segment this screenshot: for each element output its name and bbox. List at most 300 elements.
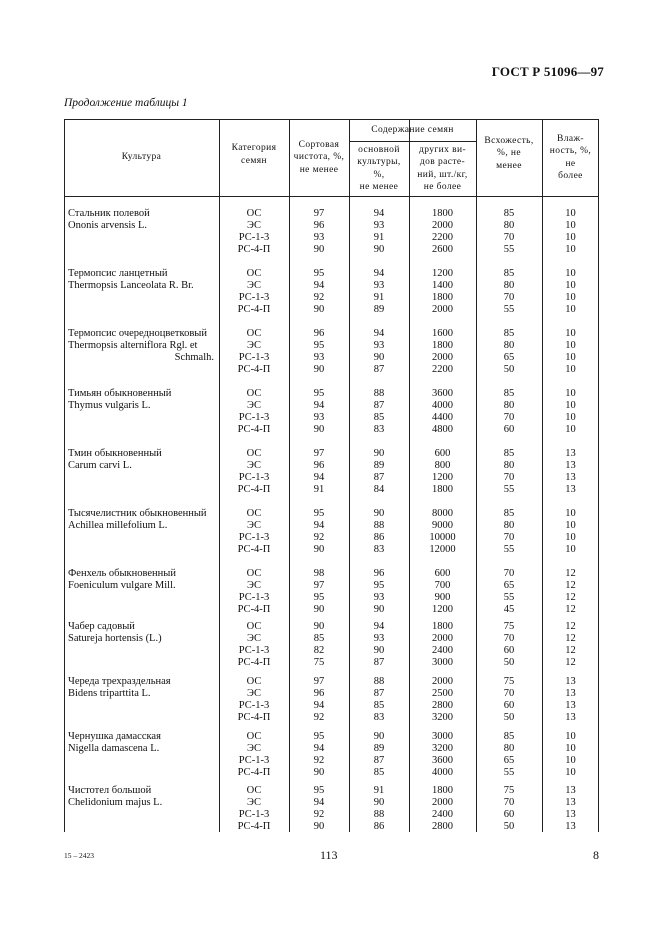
purity-cell: 94 xyxy=(313,520,325,531)
moisture-cell: 12 xyxy=(565,604,576,615)
moisture-cell: 10 xyxy=(565,400,576,411)
culture-name: Термопсис очередноцветковый xyxy=(68,328,207,339)
main-crop-cell: 93 xyxy=(373,280,385,291)
culture-latin-name: Ononis arvensis L. xyxy=(68,220,148,231)
table-row xyxy=(64,472,599,484)
main-crop-cell: 94 xyxy=(373,268,385,279)
purity-cell: 93 xyxy=(313,352,325,363)
moisture-cell: 12 xyxy=(565,621,576,632)
main-crop-cell: 93 xyxy=(373,340,385,351)
purity-cell: 95 xyxy=(313,268,325,279)
purity-cell: 91 xyxy=(313,484,325,495)
other-species-cell: 800 xyxy=(434,460,451,471)
moisture-cell: 10 xyxy=(565,232,576,243)
main-crop-cell: 83 xyxy=(373,424,385,435)
main-crop-cell: 91 xyxy=(373,232,385,243)
category-cell: РС-1-3 xyxy=(238,412,270,423)
other-species-cell: 2000 xyxy=(432,676,453,687)
category-cell: ОС xyxy=(246,448,262,459)
other-species-cell: 2000 xyxy=(432,352,453,363)
category-cell: ЭС xyxy=(247,460,261,471)
germination-cell: 65 xyxy=(503,580,515,591)
header-culture: Культура xyxy=(121,152,162,163)
header-moisture: Влаж- ность, %, не более xyxy=(549,133,592,181)
category-cell: РС-1-3 xyxy=(238,592,270,603)
culture-name: Чистотел большой xyxy=(68,785,152,796)
moisture-cell: 13 xyxy=(565,785,576,796)
table-row xyxy=(64,755,599,767)
main-crop-cell: 90 xyxy=(373,508,385,519)
table-row xyxy=(64,809,599,821)
purity-cell: 93 xyxy=(313,232,325,243)
other-species-cell: 4800 xyxy=(432,424,453,435)
germination-cell: 70 xyxy=(503,688,515,699)
table-row xyxy=(64,328,599,340)
germination-cell: 65 xyxy=(503,755,515,766)
purity-cell: 96 xyxy=(313,328,325,339)
germination-cell: 85 xyxy=(503,268,515,279)
table-row xyxy=(64,592,599,604)
category-cell: РС-4-П xyxy=(237,821,271,832)
other-species-cell: 2000 xyxy=(432,304,453,315)
header-bottom-rule xyxy=(64,196,599,197)
germination-cell: 80 xyxy=(503,340,515,351)
footer-sheet-number: 8 xyxy=(593,848,599,862)
other-species-cell: 2000 xyxy=(432,633,453,644)
germination-cell: 60 xyxy=(503,645,515,656)
category-cell: ЭС xyxy=(247,688,261,699)
germination-cell: 85 xyxy=(503,388,515,399)
document-code: ГОСТ Р 51096—97 xyxy=(491,64,604,79)
other-species-cell: 1600 xyxy=(432,328,453,339)
moisture-cell: 10 xyxy=(565,424,576,435)
culture-latin-name: Nigella damascena L. xyxy=(68,743,160,754)
germination-cell: 85 xyxy=(503,328,515,339)
purity-cell: 97 xyxy=(313,208,325,219)
table-row xyxy=(64,785,599,797)
main-crop-cell: 84 xyxy=(373,484,385,495)
category-cell: РС-1-3 xyxy=(238,352,270,363)
culture-name: Тмин обыкновенный xyxy=(68,448,162,459)
page-number: 113 xyxy=(320,848,338,862)
moisture-cell: 12 xyxy=(565,568,576,579)
purity-cell: 90 xyxy=(313,364,325,375)
table-row xyxy=(64,304,599,316)
main-crop-cell: 93 xyxy=(373,633,385,644)
moisture-cell: 12 xyxy=(565,580,576,591)
main-crop-cell: 83 xyxy=(373,544,385,555)
purity-cell: 92 xyxy=(313,809,325,820)
moisture-cell: 13 xyxy=(565,712,576,723)
moisture-cell: 13 xyxy=(565,484,576,495)
moisture-cell: 10 xyxy=(565,208,576,219)
other-species-cell: 1200 xyxy=(432,268,453,279)
category-cell: РС-4-П xyxy=(237,767,271,778)
purity-cell: 92 xyxy=(313,292,325,303)
main-crop-cell: 95 xyxy=(373,580,385,591)
main-crop-cell: 91 xyxy=(373,785,385,796)
purity-cell: 93 xyxy=(313,412,325,423)
table-row xyxy=(64,268,599,280)
main-crop-cell: 87 xyxy=(373,688,385,699)
moisture-cell: 13 xyxy=(565,797,576,808)
moisture-cell: 13 xyxy=(565,676,576,687)
other-species-cell: 1400 xyxy=(432,280,453,291)
category-cell: РС-1-3 xyxy=(238,532,270,543)
purity-cell: 95 xyxy=(313,731,325,742)
other-species-cell: 2600 xyxy=(432,244,453,255)
main-crop-cell: 90 xyxy=(373,604,385,615)
moisture-cell: 10 xyxy=(565,731,576,742)
table-row xyxy=(64,580,599,592)
culture-latin-name: Bidens triparttita L. xyxy=(68,688,151,699)
purity-cell: 94 xyxy=(313,400,325,411)
table-row xyxy=(64,676,599,688)
other-species-cell: 4400 xyxy=(432,412,453,423)
table-continuation-label: Продолжение таблицы 1 xyxy=(64,97,188,109)
other-species-cell: 2800 xyxy=(432,700,453,711)
category-cell: ЭС xyxy=(247,580,261,591)
purity-cell: 95 xyxy=(313,592,325,603)
table-row xyxy=(64,544,599,556)
other-species-cell: 10000 xyxy=(429,532,456,543)
other-species-cell: 1800 xyxy=(432,340,453,351)
culture-name: Термопсис ланцетный xyxy=(68,268,168,279)
other-species-cell: 900 xyxy=(434,592,451,603)
purity-cell: 92 xyxy=(313,532,325,543)
purity-cell: 94 xyxy=(313,700,325,711)
moisture-cell: 10 xyxy=(565,755,576,766)
other-species-cell: 2500 xyxy=(432,688,453,699)
footer-print-code: 15 – 2423 xyxy=(64,851,94,860)
culture-name: Чернушка дамасская xyxy=(68,731,161,742)
other-species-cell: 700 xyxy=(434,580,451,591)
germination-cell: 85 xyxy=(503,731,515,742)
culture-latin-name: Schmalh. xyxy=(174,352,214,363)
germination-cell: 50 xyxy=(503,364,515,375)
germination-cell: 55 xyxy=(503,592,515,603)
table-row xyxy=(64,821,599,833)
table-row xyxy=(64,568,599,580)
main-crop-cell: 96 xyxy=(373,568,385,579)
table-row xyxy=(64,412,599,424)
purity-cell: 90 xyxy=(313,544,325,555)
table-row xyxy=(64,767,599,779)
main-crop-cell: 90 xyxy=(373,244,385,255)
culture-latin-name: Thymus vulgaris L. xyxy=(68,400,151,411)
table-row xyxy=(64,280,599,292)
category-cell: ЭС xyxy=(247,633,261,644)
category-cell: РС-1-3 xyxy=(238,292,270,303)
purity-cell: 85 xyxy=(313,633,325,644)
table-row xyxy=(64,220,599,232)
other-species-cell: 2000 xyxy=(432,220,453,231)
category-cell: РС-4-П xyxy=(237,604,271,615)
germination-cell: 50 xyxy=(503,821,515,832)
category-cell: РС-4-П xyxy=(237,712,271,723)
category-cell: РС-1-3 xyxy=(238,809,270,820)
germination-cell: 70 xyxy=(503,797,515,808)
other-species-cell: 3600 xyxy=(432,755,453,766)
germination-cell: 80 xyxy=(503,400,515,411)
germination-cell: 80 xyxy=(503,520,515,531)
table-row xyxy=(64,604,599,616)
germination-cell: 45 xyxy=(503,604,515,615)
other-species-cell: 2200 xyxy=(432,364,453,375)
germination-cell: 70 xyxy=(503,232,515,243)
header-other-species: других ви- дов расте- ний, шт./кг, не более xyxy=(417,144,468,192)
other-species-cell: 600 xyxy=(434,448,451,459)
moisture-cell: 10 xyxy=(565,767,576,778)
category-cell: РС-1-3 xyxy=(238,755,270,766)
germination-cell: 70 xyxy=(503,412,515,423)
other-species-cell: 2800 xyxy=(432,821,453,832)
other-species-cell: 3000 xyxy=(432,731,453,742)
germination-cell: 75 xyxy=(503,785,515,796)
moisture-cell: 10 xyxy=(565,544,576,555)
moisture-cell: 10 xyxy=(565,520,576,531)
main-crop-cell: 85 xyxy=(373,700,385,711)
purity-cell: 92 xyxy=(313,755,325,766)
category-cell: РС-4-П xyxy=(237,657,271,668)
purity-cell: 95 xyxy=(313,388,325,399)
header-main-crop: основной культуры, %, не менее xyxy=(357,144,401,192)
category-cell: ОС xyxy=(246,268,262,279)
main-crop-cell: 90 xyxy=(373,645,385,656)
category-cell: ЭС xyxy=(247,743,261,754)
moisture-cell: 12 xyxy=(565,657,576,668)
purity-cell: 75 xyxy=(313,657,325,668)
main-crop-cell: 88 xyxy=(373,809,385,820)
moisture-cell: 13 xyxy=(565,821,576,832)
table-row xyxy=(64,244,599,256)
category-cell: РС-1-3 xyxy=(238,645,270,656)
germination-cell: 60 xyxy=(503,424,515,435)
moisture-cell: 13 xyxy=(565,700,576,711)
category-cell: ОС xyxy=(246,621,262,632)
purity-cell: 96 xyxy=(313,688,325,699)
main-crop-cell: 87 xyxy=(373,364,385,375)
table-row xyxy=(64,731,599,743)
main-crop-cell: 83 xyxy=(373,712,385,723)
main-crop-cell: 88 xyxy=(373,676,385,687)
other-species-cell: 1800 xyxy=(432,621,453,632)
table-row xyxy=(64,508,599,520)
germination-cell: 55 xyxy=(503,484,515,495)
germination-cell: 75 xyxy=(503,621,515,632)
other-species-cell: 8000 xyxy=(432,508,453,519)
other-species-cell: 3600 xyxy=(432,388,453,399)
moisture-cell: 10 xyxy=(565,352,576,363)
other-species-cell: 2200 xyxy=(432,232,453,243)
moisture-cell: 10 xyxy=(565,743,576,754)
germination-cell: 80 xyxy=(503,280,515,291)
germination-cell: 70 xyxy=(503,292,515,303)
other-species-cell: 1800 xyxy=(432,484,453,495)
culture-latin-name: Foeniculum vulgare Mill. xyxy=(68,580,176,591)
other-species-cell: 1200 xyxy=(432,472,453,483)
purity-cell: 94 xyxy=(313,472,325,483)
moisture-cell: 10 xyxy=(565,388,576,399)
category-cell: ОС xyxy=(246,785,262,796)
main-crop-cell: 87 xyxy=(373,472,385,483)
table-row xyxy=(64,657,599,669)
moisture-cell: 10 xyxy=(565,412,576,423)
germination-cell: 60 xyxy=(503,700,515,711)
culture-latin-name: Thermopsis Lanceolata R. Br. xyxy=(68,280,194,291)
purity-cell: 92 xyxy=(313,712,325,723)
category-cell: РС-4-П xyxy=(237,484,271,495)
germination-cell: 50 xyxy=(503,657,515,668)
germination-cell: 55 xyxy=(503,244,515,255)
table-row xyxy=(64,743,599,755)
moisture-cell: 10 xyxy=(565,244,576,255)
moisture-cell: 10 xyxy=(565,328,576,339)
other-species-cell: 2000 xyxy=(432,797,453,808)
table-row xyxy=(64,645,599,657)
table-row xyxy=(64,460,599,472)
other-species-cell: 2400 xyxy=(432,809,453,820)
moisture-cell: 10 xyxy=(565,280,576,291)
culture-name: Тимьян обыкновенный xyxy=(68,388,172,399)
other-species-cell: 12000 xyxy=(429,544,456,555)
other-species-cell: 600 xyxy=(434,568,451,579)
germination-cell: 70 xyxy=(503,472,515,483)
other-species-cell: 1800 xyxy=(432,785,453,796)
purity-cell: 97 xyxy=(313,448,325,459)
category-cell: ОС xyxy=(246,388,262,399)
other-species-cell: 1200 xyxy=(432,604,453,615)
category-cell: ЭС xyxy=(247,340,261,351)
other-species-cell: 3200 xyxy=(432,743,453,754)
purity-cell: 97 xyxy=(313,580,325,591)
main-crop-cell: 88 xyxy=(373,388,385,399)
table-row xyxy=(64,532,599,544)
category-cell: ЭС xyxy=(247,520,261,531)
header-category: Категория семян xyxy=(231,143,277,166)
main-crop-cell: 90 xyxy=(373,797,385,808)
main-crop-cell: 86 xyxy=(373,532,385,543)
moisture-cell: 13 xyxy=(565,472,576,483)
germination-cell: 75 xyxy=(503,676,515,687)
category-cell: ЭС xyxy=(247,797,261,808)
culture-latin-name: Chelidonium majus L. xyxy=(68,797,163,808)
table-row xyxy=(64,520,599,532)
germination-cell: 80 xyxy=(503,460,515,471)
category-cell: ЭС xyxy=(247,220,261,231)
germination-cell: 70 xyxy=(503,568,515,579)
culture-name: Чабер садовый xyxy=(68,621,135,632)
header-seed-content: Содержание семян xyxy=(371,124,454,135)
moisture-cell: 10 xyxy=(565,508,576,519)
table-row xyxy=(64,364,599,376)
other-species-cell: 4000 xyxy=(432,400,453,411)
moisture-cell: 12 xyxy=(565,645,576,656)
moisture-cell: 13 xyxy=(565,809,576,820)
main-crop-cell: 90 xyxy=(373,731,385,742)
purity-cell: 94 xyxy=(313,797,325,808)
moisture-cell: 10 xyxy=(565,292,576,303)
germination-cell: 70 xyxy=(503,532,515,543)
main-crop-cell: 87 xyxy=(373,755,385,766)
culture-name: Стальник полевой xyxy=(68,208,150,219)
purity-cell: 94 xyxy=(313,743,325,754)
purity-cell: 90 xyxy=(313,604,325,615)
main-crop-cell: 90 xyxy=(373,352,385,363)
purity-cell: 90 xyxy=(313,244,325,255)
table-row xyxy=(64,484,599,496)
category-cell: РС-4-П xyxy=(237,364,271,375)
purity-cell: 94 xyxy=(313,280,325,291)
table-row xyxy=(64,688,599,700)
purity-cell: 90 xyxy=(313,424,325,435)
category-cell: ЭС xyxy=(247,280,261,291)
table-row xyxy=(64,700,599,712)
culture-name: Череда трехраздельная xyxy=(68,676,171,687)
culture-name: Тысячелистник обыкновенный xyxy=(68,508,207,519)
culture-latin-name: Carum carvi L. xyxy=(68,460,132,471)
category-cell: ОС xyxy=(246,731,262,742)
germination-cell: 50 xyxy=(503,712,515,723)
main-crop-cell: 88 xyxy=(373,520,385,531)
table-row xyxy=(64,621,599,633)
purity-cell: 98 xyxy=(313,568,325,579)
header-germination: Всхожесть, %, не менее xyxy=(484,135,534,171)
table-row xyxy=(64,424,599,436)
table-row xyxy=(64,448,599,460)
table-row xyxy=(64,633,599,645)
germination-cell: 65 xyxy=(503,352,515,363)
other-species-cell: 1800 xyxy=(432,208,453,219)
category-cell: РС-1-3 xyxy=(238,232,270,243)
main-crop-cell: 85 xyxy=(373,412,385,423)
germination-cell: 80 xyxy=(503,743,515,754)
category-cell: РС-4-П xyxy=(237,544,271,555)
category-cell: РС-4-П xyxy=(237,304,271,315)
purity-cell: 90 xyxy=(313,767,325,778)
main-crop-cell: 94 xyxy=(373,208,385,219)
other-species-cell: 1800 xyxy=(432,292,453,303)
table-row xyxy=(64,340,599,352)
germination-cell: 55 xyxy=(503,304,515,315)
table-row xyxy=(64,400,599,412)
moisture-cell: 10 xyxy=(565,340,576,351)
category-cell: ОС xyxy=(246,328,262,339)
purity-cell: 95 xyxy=(313,340,325,351)
category-cell: ОС xyxy=(246,568,262,579)
other-species-cell: 3200 xyxy=(432,712,453,723)
moisture-cell: 13 xyxy=(565,688,576,699)
germination-cell: 60 xyxy=(503,809,515,820)
other-species-cell: 3000 xyxy=(432,657,453,668)
category-cell: ОС xyxy=(246,208,262,219)
moisture-cell: 12 xyxy=(565,633,576,644)
category-cell: ОС xyxy=(246,508,262,519)
moisture-cell: 10 xyxy=(565,268,576,279)
moisture-cell: 10 xyxy=(565,304,576,315)
category-cell: РС-4-П xyxy=(237,244,271,255)
germination-cell: 85 xyxy=(503,508,515,519)
culture-latin-name: Achillea millefolium L. xyxy=(68,520,168,531)
other-species-cell: 2400 xyxy=(432,645,453,656)
moisture-cell: 12 xyxy=(565,592,576,603)
main-crop-cell: 94 xyxy=(373,328,385,339)
germination-cell: 55 xyxy=(503,544,515,555)
main-crop-cell: 93 xyxy=(373,220,385,231)
other-species-cell: 4000 xyxy=(432,767,453,778)
main-crop-cell: 93 xyxy=(373,592,385,603)
germination-cell: 85 xyxy=(503,448,515,459)
